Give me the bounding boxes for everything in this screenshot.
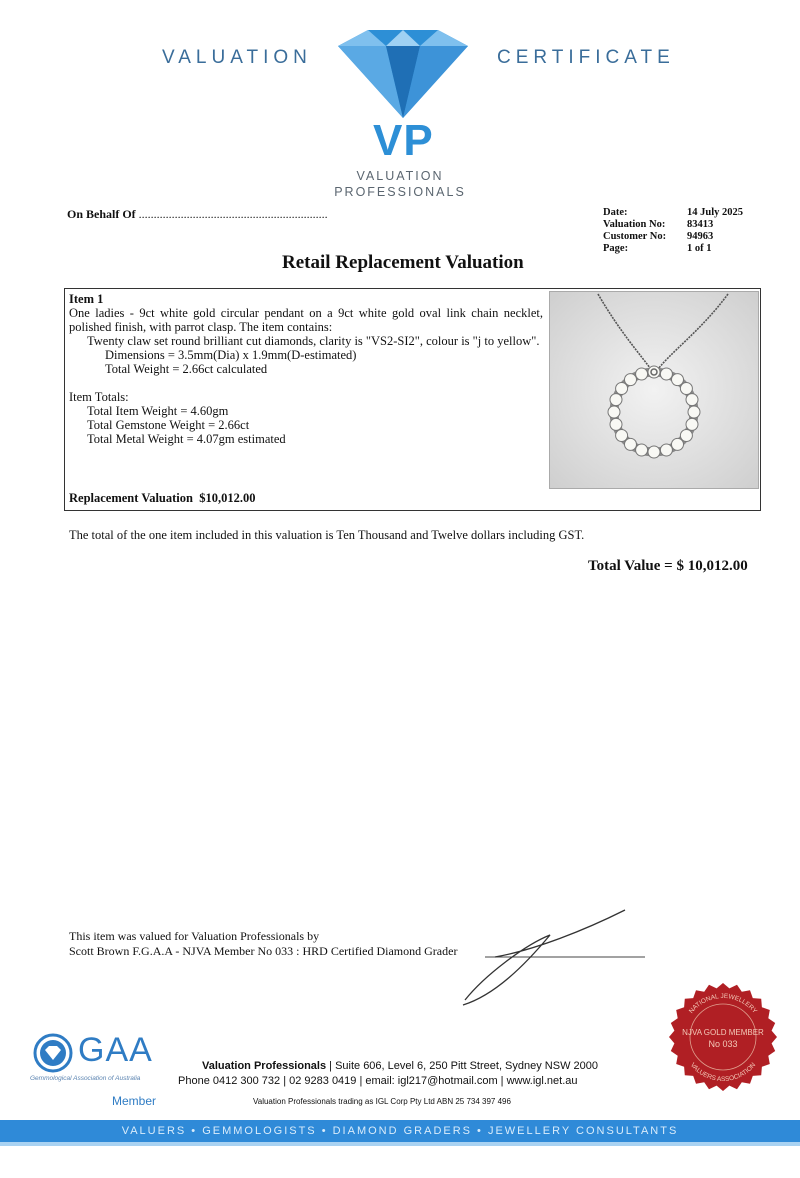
- diamond-stone: [610, 418, 622, 430]
- item-box: [64, 288, 761, 511]
- on-behalf-dots: ...............................................................: [138, 207, 328, 221]
- diamond-stone: [625, 374, 637, 386]
- diamond-stone: [648, 366, 660, 378]
- total-metal-weight: Total Metal Weight = 4.07gm estimated: [87, 432, 286, 446]
- diamond-stone: [672, 438, 684, 450]
- on-behalf-row: [67, 207, 328, 222]
- brand-line-2: PROFESSIONALS: [334, 185, 466, 199]
- diamond-stone: [625, 438, 637, 450]
- page-title: Retail Replacement Valuation: [282, 252, 524, 273]
- contact-phone-line: Phone 0412 300 732 | 02 9283 0419 | email: igl217@hotmail.com | www.igl.net.au: [178, 1075, 578, 1087]
- gaa-full-name: Gemmological Association of Australia: [30, 1075, 141, 1082]
- page-value: 1 of 1: [687, 243, 712, 254]
- contact-trading-line: Valuation Professionals trading as IGL Corp Pty Ltd ABN 25 734 397 496: [253, 1097, 511, 1106]
- valuer-line-1: This item was valued for Valuation Professionals by: [69, 929, 320, 943]
- diamond-stone: [616, 383, 628, 395]
- diamond-stone: [636, 368, 648, 380]
- total-value: Total Value = $ 10,012.00: [588, 558, 748, 574]
- seal-center-line-1: NJVA GOLD MEMBER: [682, 1028, 764, 1037]
- header-valuation-word: VALUATION: [162, 47, 312, 68]
- total-weight-line: Total Weight = 2.66ct calculated: [105, 362, 268, 376]
- diamond-logo-icon: [338, 30, 468, 120]
- item-totals-heading: Item Totals:: [69, 390, 129, 404]
- diamond-stone: [648, 446, 660, 458]
- diamond-stone: [608, 406, 620, 418]
- date-value: 14 July 2025: [687, 207, 744, 218]
- njva-seal: [668, 982, 778, 1092]
- brand-initials: VP: [373, 116, 434, 165]
- contact-address-line: [202, 1060, 598, 1072]
- diamond-stone: [636, 444, 648, 456]
- gaa-member: Member: [112, 1094, 157, 1108]
- brand-name: [320, 168, 480, 200]
- diamond-stone: [680, 430, 692, 442]
- meta-values: [687, 207, 743, 255]
- footer-band-underline: [0, 1142, 800, 1146]
- header-certificate-word: CERTIFICATE: [497, 47, 675, 68]
- gaa-initials: GAA: [78, 1031, 153, 1069]
- replacement-label: Replacement Valuation: [69, 491, 193, 505]
- diamond-stone: [672, 374, 684, 386]
- valuation-no-value: 83413: [687, 219, 714, 230]
- meta-labels: [603, 207, 666, 255]
- diamond-stone: [610, 394, 622, 406]
- valuer-line-2: Scott Brown F.G.A.A - NJVA Member No 033 : HRD Certified Diamond Grader: [69, 944, 458, 958]
- signature-icon: [455, 905, 655, 1015]
- diamond-stone: [680, 383, 692, 395]
- footer-band: VALUERS • GEMMOLOGISTS • DIAMOND GRADERS • JEWELLERY CONSULTANTS: [0, 1120, 800, 1142]
- pendant-image-icon: [550, 292, 758, 488]
- contact-company: Valuation Professionals: [202, 1060, 327, 1072]
- item-heading: Item 1: [69, 292, 104, 306]
- diamond-stone: [616, 430, 628, 442]
- contact-address: | Suite 606, Level 6, 250 Pitt Street, Sydney NSW 2000: [326, 1060, 598, 1072]
- diamond-stone: [688, 406, 700, 418]
- summary-sentence: The total of the one item included in this valuation is Ten Thousand and Twelve dollars including GST.: [69, 528, 585, 542]
- customer-no-value: 94963: [687, 231, 714, 242]
- date-label: Date:: [603, 207, 628, 218]
- diamond-stone: [660, 368, 672, 380]
- gaa-diamond-icon: [33, 1033, 73, 1073]
- item-description: One ladies - 9ct white gold circular pendant on a 9ct white gold oval link chain necklet, polished finish, with parrot clasp. The item contains:: [69, 306, 543, 334]
- customer-no-label: Customer No:: [603, 231, 667, 242]
- brand-line-1: VALUATION: [356, 169, 444, 183]
- diamond-stone: [686, 418, 698, 430]
- on-behalf-label: On Behalf Of: [67, 207, 136, 221]
- diamond-stone: [660, 444, 672, 456]
- stone-line: Twenty claw set round brilliant cut diamonds, clarity is "VS2-SI2", colour is "j to yellow".: [87, 334, 540, 348]
- replacement-value: $10,012.00: [199, 491, 256, 505]
- diamond-stone: [686, 394, 698, 406]
- valuation-no-label: Valuation No:: [603, 219, 666, 230]
- replacement-row: [69, 491, 255, 506]
- seal-center-line-2: No 033: [708, 1039, 738, 1049]
- item-details: [69, 292, 543, 446]
- seal-ring-top: NATIONAL JEWELLERY: [687, 992, 759, 1015]
- seal-ring-bottom: VALUERS ASSOCIATION: [688, 1061, 758, 1084]
- pendant-photo: [549, 291, 759, 489]
- dimensions-line: Dimensions = 3.5mm(Dia) x 1.9mm(D-estimated): [105, 348, 357, 362]
- valuer-block: [69, 929, 457, 959]
- total-gem-weight: Total Gemstone Weight = 2.66ct: [87, 418, 250, 432]
- page-label: Page:: [603, 243, 629, 254]
- total-item-weight: Total Item Weight = 4.60gm: [87, 404, 229, 418]
